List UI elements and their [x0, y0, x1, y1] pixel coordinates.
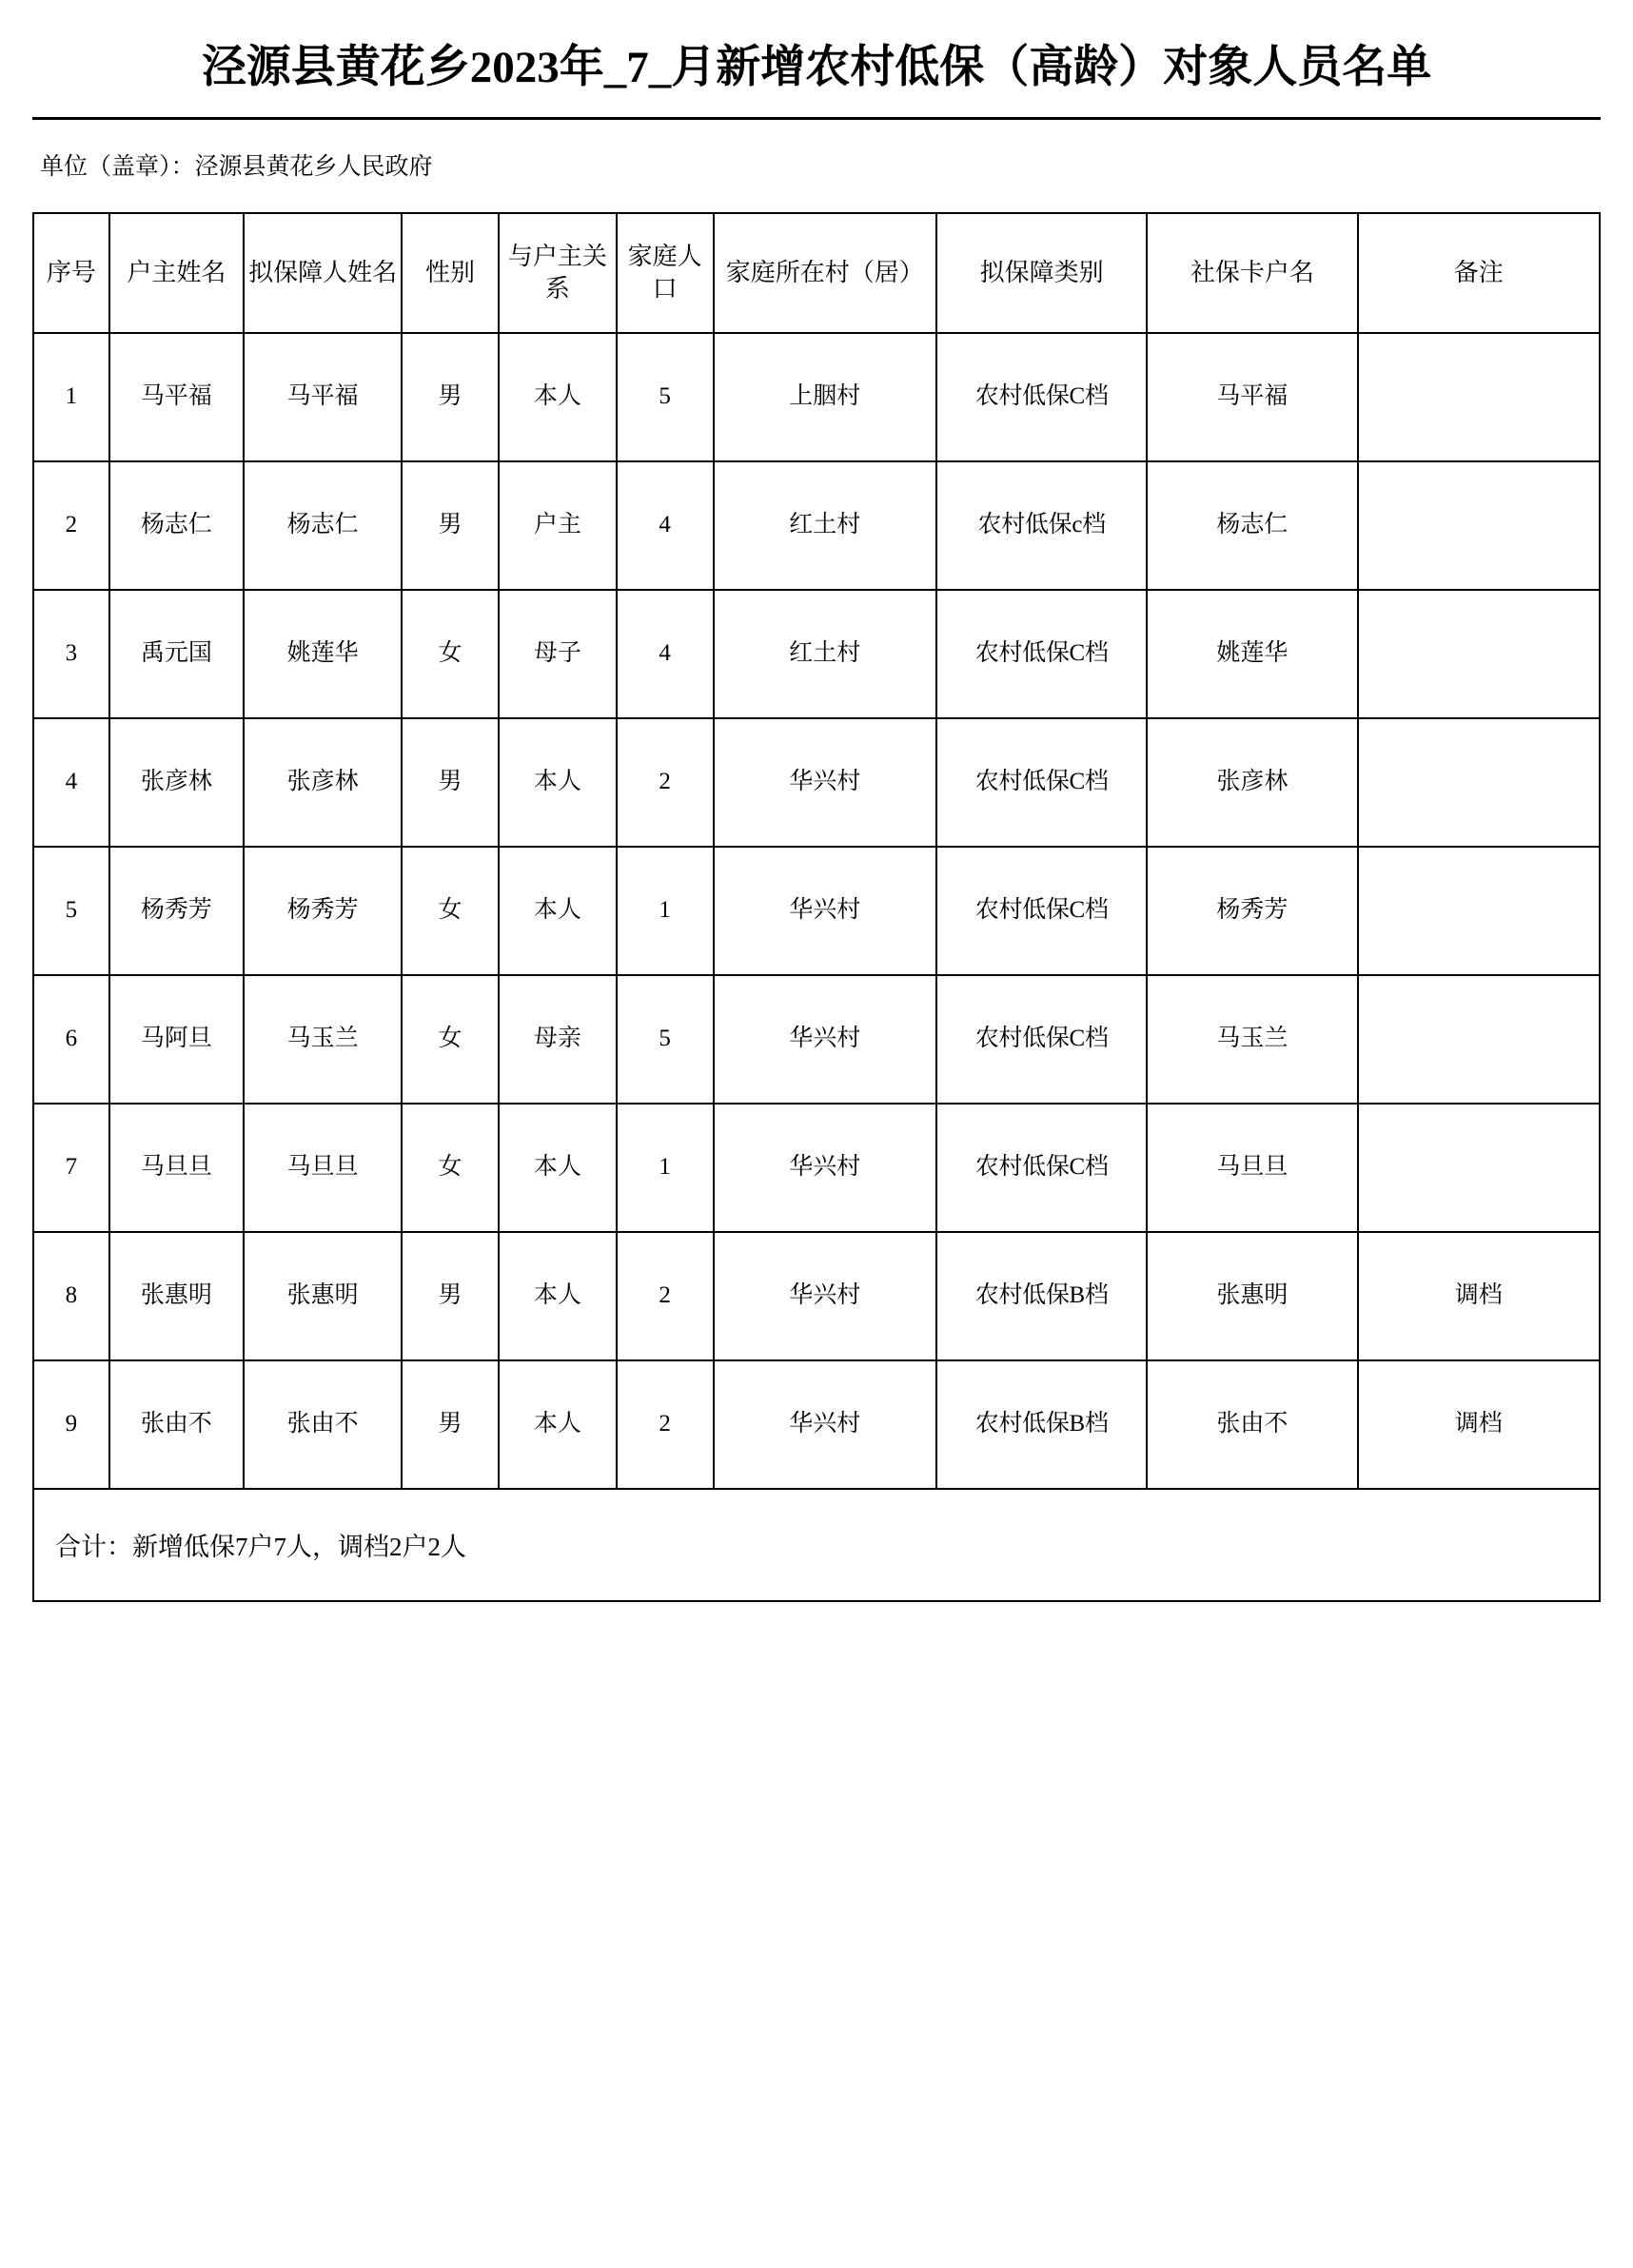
cell-village: 华兴村	[714, 1104, 937, 1232]
table-row	[33, 333, 1600, 461]
cell-householder: 杨秀芳	[109, 847, 245, 975]
table-header-row	[33, 213, 1600, 333]
cell-index: 6	[33, 975, 109, 1104]
cell-village: 红土村	[714, 461, 937, 590]
cell-insured-name: 张彦林	[244, 718, 402, 847]
cell-insured-name: 张惠明	[244, 1232, 402, 1360]
cell-gender: 男	[402, 1232, 499, 1360]
summary-row	[32, 1490, 1601, 1602]
table-row	[33, 847, 1600, 975]
cell-index: 3	[33, 590, 109, 718]
cell-category: 农村低保C档	[936, 975, 1147, 1104]
cell-householder: 张彦林	[109, 718, 245, 847]
cell-family-size: 2	[617, 718, 714, 847]
column-header-gender: 性别	[402, 213, 499, 333]
column-header-householder: 户主姓名	[109, 213, 245, 333]
cell-householder: 马旦旦	[109, 1104, 245, 1232]
cell-relation: 本人	[499, 847, 617, 975]
cell-remark: 调档	[1358, 1232, 1600, 1360]
cell-remark	[1358, 847, 1600, 975]
cell-family-size: 2	[617, 1360, 714, 1489]
cell-card-holder: 马旦旦	[1147, 1104, 1357, 1232]
roster-table	[32, 212, 1601, 1490]
cell-card-holder: 马玉兰	[1147, 975, 1357, 1104]
cell-remark	[1358, 590, 1600, 718]
cell-family-size: 5	[617, 333, 714, 461]
cell-family-size: 4	[617, 461, 714, 590]
cell-index: 2	[33, 461, 109, 590]
cell-relation: 本人	[499, 333, 617, 461]
cell-card-holder: 杨志仁	[1147, 461, 1357, 590]
cell-gender: 女	[402, 1104, 499, 1232]
cell-family-size: 1	[617, 1104, 714, 1232]
cell-relation: 母子	[499, 590, 617, 718]
cell-family-size: 2	[617, 1232, 714, 1360]
cell-category: 农村低保C档	[936, 1104, 1147, 1232]
table-row	[33, 718, 1600, 847]
cell-gender: 女	[402, 975, 499, 1104]
cell-index: 8	[33, 1232, 109, 1360]
cell-remark	[1358, 461, 1600, 590]
cell-insured-name: 马平福	[244, 333, 402, 461]
summary-text: 合计：新增低保7户7人，调档2户2人	[55, 1533, 466, 1562]
cell-village: 华兴村	[714, 718, 937, 847]
cell-householder: 张惠明	[109, 1232, 245, 1360]
cell-gender: 男	[402, 1360, 499, 1489]
column-header-family-size: 家庭人口	[617, 213, 714, 333]
cell-category: 农村低保C档	[936, 590, 1147, 718]
cell-gender: 男	[402, 718, 499, 847]
cell-relation: 本人	[499, 718, 617, 847]
column-header-category: 拟保障类别	[936, 213, 1147, 333]
cell-category: 农村低保B档	[936, 1232, 1147, 1360]
cell-category: 农村低保C档	[936, 718, 1147, 847]
cell-insured-name: 杨志仁	[244, 461, 402, 590]
cell-card-holder: 杨秀芳	[1147, 847, 1357, 975]
cell-insured-name: 马旦旦	[244, 1104, 402, 1232]
cell-card-holder: 张彦林	[1147, 718, 1357, 847]
cell-gender: 女	[402, 847, 499, 975]
cell-village: 红土村	[714, 590, 937, 718]
cell-family-size: 5	[617, 975, 714, 1104]
cell-card-holder: 马平福	[1147, 333, 1357, 461]
cell-remark	[1358, 1104, 1600, 1232]
column-header-relation: 与户主关系	[499, 213, 617, 333]
cell-relation: 户主	[499, 461, 617, 590]
cell-category: 农村低保c档	[936, 461, 1147, 590]
issuing-unit-line: 单位（盖章）：泾源县黄花乡人民政府	[40, 153, 433, 180]
cell-relation: 本人	[499, 1360, 617, 1489]
cell-card-holder: 姚莲华	[1147, 590, 1357, 718]
column-header-village: 家庭所在村（居）	[714, 213, 937, 333]
column-header-insured-name: 拟保障人姓名	[244, 213, 402, 333]
cell-card-holder: 张惠明	[1147, 1232, 1357, 1360]
cell-category: 农村低保B档	[936, 1360, 1147, 1489]
cell-householder: 马平福	[109, 333, 245, 461]
cell-index: 1	[33, 333, 109, 461]
column-header-remark: 备注	[1358, 213, 1600, 333]
cell-relation: 母亲	[499, 975, 617, 1104]
cell-index: 7	[33, 1104, 109, 1232]
table-row	[33, 975, 1600, 1104]
cell-card-holder: 张由不	[1147, 1360, 1357, 1489]
cell-relation: 本人	[499, 1232, 617, 1360]
page-title: 泾源县黄花乡2023年_7_月新增农村低保（高龄）对象人员名单	[201, 43, 1432, 92]
cell-category: 农村低保C档	[936, 333, 1147, 461]
cell-householder: 禹元国	[109, 590, 245, 718]
cell-householder: 杨志仁	[109, 461, 245, 590]
cell-insured-name: 马玉兰	[244, 975, 402, 1104]
cell-gender: 男	[402, 461, 499, 590]
cell-insured-name: 张由不	[244, 1360, 402, 1489]
cell-village: 上胭村	[714, 333, 937, 461]
table-row	[33, 1232, 1600, 1360]
cell-family-size: 1	[617, 847, 714, 975]
cell-category: 农村低保C档	[936, 847, 1147, 975]
table-row	[33, 590, 1600, 718]
cell-index: 5	[33, 847, 109, 975]
cell-relation: 本人	[499, 1104, 617, 1232]
cell-householder: 马阿旦	[109, 975, 245, 1104]
cell-insured-name: 杨秀芳	[244, 847, 402, 975]
cell-gender: 女	[402, 590, 499, 718]
table-row	[33, 1104, 1600, 1232]
table-body	[33, 333, 1600, 1489]
cell-insured-name: 姚莲华	[244, 590, 402, 718]
cell-remark	[1358, 718, 1600, 847]
column-header-card-holder: 社保卡户名	[1147, 213, 1357, 333]
cell-remark	[1358, 333, 1600, 461]
cell-village: 华兴村	[714, 975, 937, 1104]
cell-village: 华兴村	[714, 847, 937, 975]
cell-remark	[1358, 975, 1600, 1104]
table-row	[33, 461, 1600, 590]
cell-gender: 男	[402, 333, 499, 461]
cell-householder: 张由不	[109, 1360, 245, 1489]
cell-village: 华兴村	[714, 1360, 937, 1489]
cell-remark: 调档	[1358, 1360, 1600, 1489]
cell-village: 华兴村	[714, 1232, 937, 1360]
cell-index: 9	[33, 1360, 109, 1489]
column-header-index: 序号	[33, 213, 109, 333]
table-row	[33, 1360, 1600, 1489]
cell-index: 4	[33, 718, 109, 847]
cell-family-size: 4	[617, 590, 714, 718]
